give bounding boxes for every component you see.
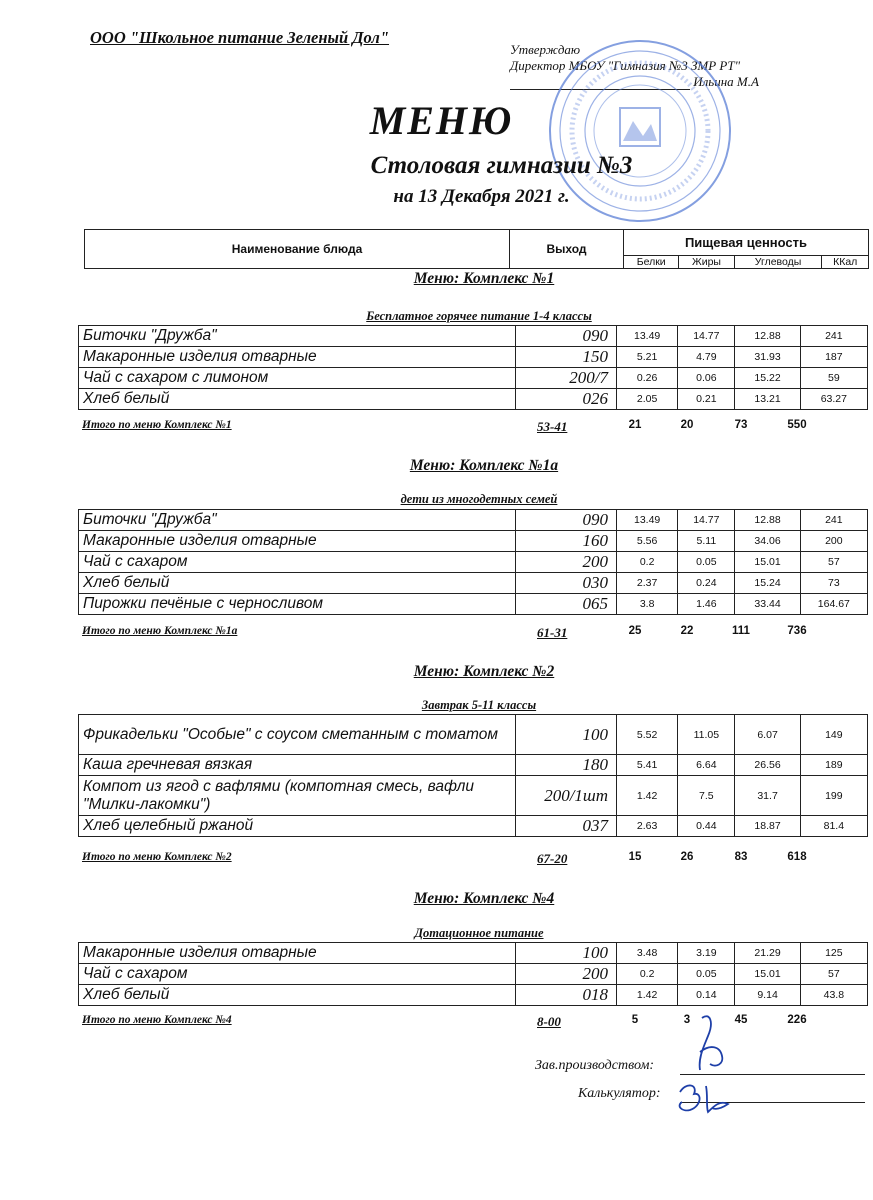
dish-name: Макаронные изделия отварные <box>79 531 516 552</box>
section-title: Меню: Комплекс №4 <box>413 890 555 907</box>
dish-name: Биточки "Дружба" <box>79 510 516 531</box>
production-manager-label: Зав.производством: <box>535 1058 655 1073</box>
total-output: 67-20 <box>537 851 568 866</box>
menu-date: на 13 Декабря 2021 г. <box>393 186 570 207</box>
dish-protein: 2.37 <box>617 573 678 594</box>
dish-name: Пирожки печёные с черносливом <box>79 594 516 615</box>
table-row <box>79 326 868 347</box>
total-carbs: 111 <box>732 625 750 637</box>
dish-name: Чай с сахаром <box>79 964 516 985</box>
table-row <box>79 389 868 410</box>
total-output: 8-00 <box>537 1014 561 1029</box>
total-fat: 26 <box>680 851 694 863</box>
table-row <box>79 510 868 531</box>
total-kcal: 618 <box>787 851 807 863</box>
header-protein: Белки <box>624 256 679 269</box>
dish-fat: 0.06 <box>678 368 735 389</box>
dish-fat: 0.14 <box>678 985 735 1006</box>
dish-output: 200 <box>515 964 616 985</box>
dish-protein: 3.8 <box>617 594 678 615</box>
dish-fat: 0.24 <box>678 573 735 594</box>
dish-fat: 14.77 <box>678 510 735 531</box>
dish-name: Биточки "Дружба" <box>79 326 516 347</box>
table-row <box>79 776 868 816</box>
section-total <box>82 851 868 867</box>
dish-name: Чай с сахаром с лимоном <box>79 368 516 389</box>
dish-kcal: 187 <box>800 347 867 368</box>
dish-protein: 0.2 <box>617 552 678 573</box>
dish-fat: 11.05 <box>678 715 735 755</box>
dish-name: Каша гречневая вязкая <box>79 755 516 776</box>
table-row <box>79 816 868 837</box>
dish-protein: 3.48 <box>617 943 678 964</box>
organization-name: ООО "Школьное питание Зеленый Дол" <box>90 28 390 47</box>
total-fat: 22 <box>680 625 694 637</box>
dish-name: Хлеб белый <box>79 389 516 410</box>
dish-protein: 5.56 <box>617 531 678 552</box>
dish-fat: 0.05 <box>678 552 735 573</box>
total-fat: 3 <box>683 1014 691 1026</box>
dish-fat: 7.5 <box>678 776 735 816</box>
dish-kcal: 164.67 <box>800 594 867 615</box>
calculator-signature <box>672 1078 742 1118</box>
dish-protein: 13.49 <box>617 510 678 531</box>
dish-name: Чай с сахаром <box>79 552 516 573</box>
dish-output: 180 <box>515 755 616 776</box>
total-protein: 21 <box>628 419 642 431</box>
dish-fat: 0.05 <box>678 964 735 985</box>
total-label: Итого по меню Комплекс №1а <box>82 625 238 637</box>
total-label: Итого по меню Комплекс №1 <box>82 419 232 431</box>
dish-protein: 0.2 <box>617 964 678 985</box>
dish-output: 160 <box>515 531 616 552</box>
table-row <box>79 531 868 552</box>
approval-line1: Утверждаю <box>510 42 581 57</box>
dish-fat: 0.21 <box>678 389 735 410</box>
dish-name: Хлеб белый <box>79 573 516 594</box>
dish-output: 026 <box>515 389 616 410</box>
table-row <box>79 985 868 1006</box>
section-total <box>82 1014 868 1030</box>
table-row <box>79 943 868 964</box>
dish-output: 150 <box>515 347 616 368</box>
total-output: 53-41 <box>537 419 568 434</box>
calculator-label: Калькулятор: <box>578 1086 661 1101</box>
header-fat: Жиры <box>679 256 734 269</box>
dish-kcal: 57 <box>800 964 867 985</box>
table-row <box>79 715 868 755</box>
dish-carbs: 26.56 <box>735 755 800 776</box>
dish-kcal: 241 <box>800 326 867 347</box>
total-kcal: 550 <box>787 419 807 431</box>
section-title: Меню: Комплекс №1а <box>409 457 559 474</box>
dish-carbs: 31.7 <box>735 776 800 816</box>
production-signature-line <box>680 1074 865 1075</box>
total-protein: 15 <box>628 851 642 863</box>
dish-carbs: 34.06 <box>735 531 800 552</box>
dish-kcal: 241 <box>800 510 867 531</box>
dish-fat: 0.44 <box>678 816 735 837</box>
dish-name: Макаронные изделия отварные <box>79 347 516 368</box>
total-kcal: 736 <box>787 625 807 637</box>
production-signature <box>680 1012 740 1074</box>
header-nutrition: Пищевая ценность <box>624 230 869 256</box>
dish-protein: 1.42 <box>617 776 678 816</box>
table-header <box>84 229 869 269</box>
header-carbs: Углеводы <box>734 256 822 269</box>
dish-fat: 3.19 <box>678 943 735 964</box>
dish-fat: 1.46 <box>678 594 735 615</box>
total-carbs: 83 <box>734 851 748 863</box>
dish-fat: 4.79 <box>678 347 735 368</box>
total-output: 61-31 <box>537 625 568 640</box>
dish-output: 037 <box>515 816 616 837</box>
table-row <box>79 755 868 776</box>
dish-output: 200 <box>515 552 616 573</box>
total-protein: 5 <box>631 1014 639 1026</box>
menu-items-table <box>78 509 868 615</box>
dish-kcal: 125 <box>800 943 867 964</box>
page-subtitle: Столовая гимназии №3 <box>370 152 633 179</box>
dish-carbs: 18.87 <box>735 816 800 837</box>
total-carbs: 73 <box>734 419 748 431</box>
dish-output: 030 <box>515 573 616 594</box>
header-output: Выход <box>510 230 624 269</box>
section-title: Меню: Комплекс №2 <box>413 663 555 680</box>
dish-output: 200/1шт <box>515 776 616 816</box>
total-carbs: 45 <box>734 1014 748 1026</box>
dish-fat: 6.64 <box>678 755 735 776</box>
total-kcal: 226 <box>787 1014 807 1026</box>
dish-protein: 2.05 <box>617 389 678 410</box>
dish-output: 090 <box>515 326 616 347</box>
section-subtitle: Бесплатное горячее питание 1-4 классы <box>366 309 592 323</box>
dish-fat: 14.77 <box>678 326 735 347</box>
menu-items-table <box>78 942 868 1006</box>
dish-protein: 1.42 <box>617 985 678 1006</box>
dish-kcal: 59 <box>800 368 867 389</box>
header-name: Наименование блюда <box>85 230 510 269</box>
dish-kcal: 81.4 <box>800 816 867 837</box>
dish-output: 018 <box>515 985 616 1006</box>
dish-kcal: 43.8 <box>800 985 867 1006</box>
dish-protein: 0.26 <box>617 368 678 389</box>
dish-protein: 13.49 <box>617 326 678 347</box>
section-total <box>82 625 868 641</box>
dish-protein: 5.41 <box>617 755 678 776</box>
dish-carbs: 15.24 <box>735 573 800 594</box>
dish-name: Хлеб белый <box>79 985 516 1006</box>
dish-carbs: 33.44 <box>735 594 800 615</box>
dish-carbs: 15.01 <box>735 552 800 573</box>
total-fat: 20 <box>680 419 694 431</box>
dish-carbs: 21.29 <box>735 943 800 964</box>
dish-carbs: 12.88 <box>735 510 800 531</box>
dish-output: 200/7 <box>515 368 616 389</box>
table-row <box>79 573 868 594</box>
dish-carbs: 9.14 <box>735 985 800 1006</box>
dish-carbs: 13.21 <box>735 389 800 410</box>
dish-name: Фрикадельки "Особые" с соусом сметанным с томатом <box>79 715 516 755</box>
section-subtitle: дети из многодетных семей <box>400 492 558 506</box>
dish-protein: 5.21 <box>617 347 678 368</box>
menu-items-table <box>78 325 868 410</box>
section-subtitle: Завтрак 5-11 классы <box>421 698 537 712</box>
total-protein: 25 <box>628 625 642 637</box>
dish-output: 100 <box>515 943 616 964</box>
dish-name: Макаронные изделия отварные <box>79 943 516 964</box>
dish-output: 090 <box>515 510 616 531</box>
section-subtitle: Дотационное питание <box>414 926 544 940</box>
section-title: Меню: Комплекс №1 <box>413 270 555 287</box>
table-row <box>79 347 868 368</box>
dish-kcal: 57 <box>800 552 867 573</box>
section-total <box>82 419 868 435</box>
dish-carbs: 15.01 <box>735 964 800 985</box>
dish-kcal: 200 <box>800 531 867 552</box>
dish-kcal: 189 <box>800 755 867 776</box>
dish-carbs: 12.88 <box>735 326 800 347</box>
table-row <box>79 964 868 985</box>
dish-carbs: 31.93 <box>735 347 800 368</box>
table-row <box>79 552 868 573</box>
dish-kcal: 63.27 <box>800 389 867 410</box>
approval-signer: Ильина М.А <box>693 74 759 89</box>
table-row <box>79 368 868 389</box>
dish-name: Компот из ягод с вафлями (компотная смесь, вафли "Милки-лакомки") <box>79 776 516 816</box>
dish-kcal: 199 <box>800 776 867 816</box>
dish-output: 065 <box>515 594 616 615</box>
dish-kcal: 149 <box>800 715 867 755</box>
header-kcal: ККал <box>822 256 869 269</box>
dish-fat: 5.11 <box>678 531 735 552</box>
total-label: Итого по меню Комплекс №4 <box>82 1014 232 1026</box>
menu-items-table <box>78 714 868 837</box>
approval-line2: Директор МБОУ "Гимназия №3 ЗМР РТ" <box>510 58 741 73</box>
dish-protein: 2.63 <box>617 816 678 837</box>
dish-protein: 5.52 <box>617 715 678 755</box>
total-label: Итого по меню Комплекс №2 <box>82 851 232 863</box>
dish-carbs: 6.07 <box>735 715 800 755</box>
dish-carbs: 15.22 <box>735 368 800 389</box>
table-row <box>79 594 868 615</box>
dish-output: 100 <box>515 715 616 755</box>
page-title: МЕНЮ <box>369 98 514 143</box>
dish-kcal: 73 <box>800 573 867 594</box>
dish-name: Хлеб целебный ржаной <box>79 816 516 837</box>
